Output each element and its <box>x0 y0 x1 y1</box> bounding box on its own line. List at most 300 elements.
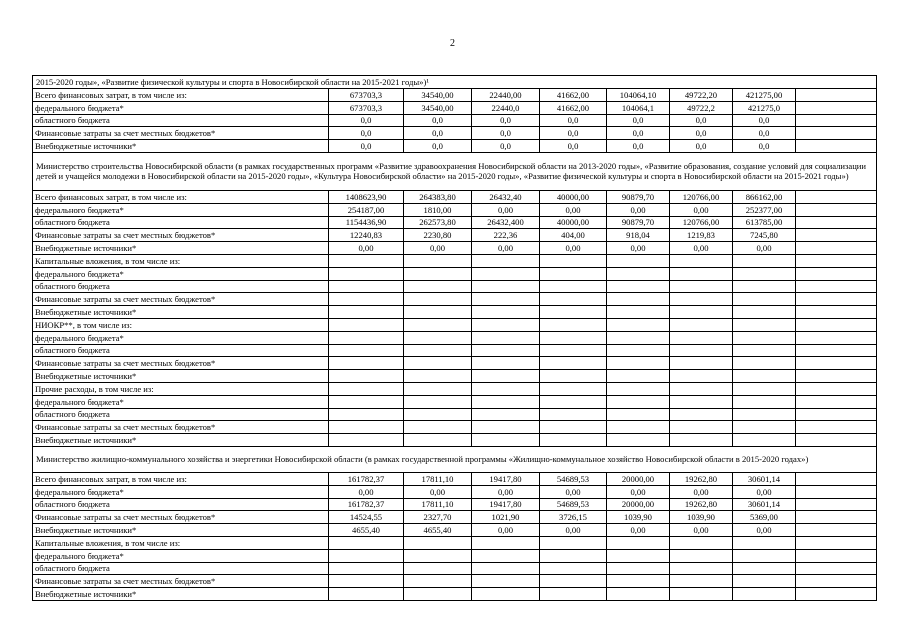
value-cell: 90879,70 <box>607 216 670 229</box>
value-cell <box>404 395 472 408</box>
value-cell: 0,0 <box>607 127 670 140</box>
value-cell: 0,00 <box>733 242 796 255</box>
value-cell <box>670 306 733 319</box>
section-header-row <box>33 76 877 89</box>
value-cell: 0,0 <box>329 127 404 140</box>
value-cell <box>404 293 472 306</box>
value-cell <box>540 267 607 280</box>
value-cell <box>540 408 607 421</box>
value-cell: 49722,2 <box>670 101 733 114</box>
table-row <box>33 498 877 511</box>
table-row <box>33 536 877 549</box>
row-label: областного бюджета <box>33 344 329 357</box>
table-row <box>33 190 877 203</box>
row-label: областного бюджета <box>33 280 329 293</box>
value-cell <box>540 588 607 601</box>
empty-cell <box>796 536 877 549</box>
row-label: областного бюджета <box>33 408 329 421</box>
value-cell <box>472 280 540 293</box>
value-cell: 54689,53 <box>540 498 607 511</box>
value-cell <box>329 434 404 447</box>
value-cell <box>607 588 670 601</box>
value-cell <box>670 382 733 395</box>
table-row <box>33 395 877 408</box>
value-cell <box>404 434 472 447</box>
value-cell <box>607 434 670 447</box>
value-cell <box>733 421 796 434</box>
value-cell: 17811,10 <box>404 498 472 511</box>
row-label: Внебюджетные источники* <box>33 524 329 537</box>
row-label: Финансовые затраты за счет местных бюджетов* <box>33 421 329 434</box>
value-cell: 613785,00 <box>733 216 796 229</box>
value-cell: 34540,00 <box>404 89 472 102</box>
value-cell: 0,00 <box>540 485 607 498</box>
value-cell: 421275,0 <box>733 101 796 114</box>
table-row <box>33 140 877 153</box>
table-row <box>33 472 877 485</box>
row-label: Внебюджетные источники* <box>33 306 329 319</box>
value-cell <box>404 267 472 280</box>
row-label: федерального бюджета* <box>33 485 329 498</box>
row-label: Внебюджетные источники* <box>33 588 329 601</box>
table-row <box>33 331 877 344</box>
value-cell <box>607 357 670 370</box>
empty-cell <box>796 498 877 511</box>
value-cell: 0,00 <box>472 242 540 255</box>
value-cell <box>670 280 733 293</box>
row-label: федерального бюджета* <box>33 395 329 408</box>
value-cell <box>733 306 796 319</box>
table-row <box>33 229 877 242</box>
row-label: федерального бюджета* <box>33 267 329 280</box>
value-cell <box>607 421 670 434</box>
value-cell <box>733 267 796 280</box>
value-cell <box>670 370 733 383</box>
value-cell <box>733 395 796 408</box>
value-cell <box>540 575 607 588</box>
value-cell <box>733 536 796 549</box>
value-cell <box>670 434 733 447</box>
value-cell: 1039,90 <box>670 511 733 524</box>
value-cell: 40000,00 <box>540 190 607 203</box>
empty-cell <box>796 575 877 588</box>
value-cell: 673703,3 <box>329 101 404 114</box>
value-cell <box>540 370 607 383</box>
value-cell <box>670 318 733 331</box>
value-cell <box>472 306 540 319</box>
value-cell: 49722,20 <box>670 89 733 102</box>
value-cell <box>329 575 404 588</box>
value-cell: 0,00 <box>540 242 607 255</box>
value-cell: 41662,00 <box>540 89 607 102</box>
table-row <box>33 408 877 421</box>
empty-cell <box>796 421 877 434</box>
value-cell <box>733 344 796 357</box>
value-cell: 0,0 <box>733 114 796 127</box>
value-cell: 673703,3 <box>329 89 404 102</box>
value-cell <box>472 562 540 575</box>
value-cell <box>670 549 733 562</box>
table-row <box>33 575 877 588</box>
value-cell: 19262,80 <box>670 472 733 485</box>
value-cell: 0,0 <box>540 140 607 153</box>
value-cell <box>404 408 472 421</box>
table-row <box>33 127 877 140</box>
value-cell <box>540 293 607 306</box>
value-cell <box>733 382 796 395</box>
row-label: Внебюджетные источники* <box>33 434 329 447</box>
table-row <box>33 511 877 524</box>
row-label: федерального бюджета* <box>33 549 329 562</box>
value-cell: 0,0 <box>670 114 733 127</box>
row-label: Всего финансовых затрат, в том числе из: <box>33 89 329 102</box>
value-cell <box>607 293 670 306</box>
value-cell <box>472 588 540 601</box>
value-cell <box>670 293 733 306</box>
value-cell <box>540 549 607 562</box>
value-cell <box>607 408 670 421</box>
table-row <box>33 254 877 267</box>
row-label: Внебюджетные источники* <box>33 140 329 153</box>
value-cell: 161782,37 <box>329 472 404 485</box>
table-row <box>33 114 877 127</box>
table-row <box>33 549 877 562</box>
empty-cell <box>796 89 877 102</box>
value-cell <box>472 408 540 421</box>
value-cell <box>540 395 607 408</box>
value-cell <box>670 267 733 280</box>
value-cell <box>540 536 607 549</box>
value-cell: 0,00 <box>733 524 796 537</box>
value-cell <box>472 536 540 549</box>
value-cell: 1408623,90 <box>329 190 404 203</box>
value-cell <box>607 549 670 562</box>
value-cell: 0,00 <box>472 203 540 216</box>
value-cell <box>329 344 404 357</box>
value-cell <box>607 562 670 575</box>
value-cell <box>472 254 540 267</box>
value-cell <box>329 293 404 306</box>
value-cell <box>733 254 796 267</box>
value-cell <box>404 357 472 370</box>
value-cell <box>670 254 733 267</box>
row-label: федерального бюджета* <box>33 331 329 344</box>
empty-cell <box>796 203 877 216</box>
row-label: Финансовые затраты за счет местных бюджетов* <box>33 229 329 242</box>
value-cell: 0,00 <box>540 524 607 537</box>
table-row <box>33 101 877 114</box>
row-label: Внебюджетные источники* <box>33 242 329 255</box>
empty-cell <box>796 318 877 331</box>
value-cell: 40000,00 <box>540 216 607 229</box>
value-cell: 30601,14 <box>733 498 796 511</box>
value-cell <box>607 306 670 319</box>
value-cell <box>670 357 733 370</box>
value-cell <box>329 331 404 344</box>
value-cell: 17811,10 <box>404 472 472 485</box>
value-cell <box>670 562 733 575</box>
value-cell <box>733 434 796 447</box>
value-cell <box>329 536 404 549</box>
value-cell <box>404 382 472 395</box>
table-row <box>33 588 877 601</box>
empty-cell <box>796 140 877 153</box>
value-cell: 5369,00 <box>733 511 796 524</box>
empty-cell <box>796 434 877 447</box>
value-cell <box>329 357 404 370</box>
value-cell <box>540 318 607 331</box>
value-cell <box>329 318 404 331</box>
value-cell <box>472 549 540 562</box>
empty-cell <box>796 382 877 395</box>
empty-cell <box>796 306 877 319</box>
value-cell <box>607 344 670 357</box>
value-cell: 26432,400 <box>472 216 540 229</box>
value-cell: 7245,80 <box>733 229 796 242</box>
value-cell <box>404 588 472 601</box>
row-label: Капитальные вложения, в том числе из: <box>33 536 329 549</box>
row-label: Внебюджетные источники* <box>33 370 329 383</box>
value-cell <box>472 575 540 588</box>
value-cell <box>607 318 670 331</box>
value-cell: 0,0 <box>670 127 733 140</box>
empty-cell <box>796 254 877 267</box>
section-header: Министерство строительства Новосибирской области (в рамках государственных программ «Развитие здравоохранения Новосибирской области на 2013-2020 годы», «Развитие образования, создание условий для социализации детей и учащейся молодежи в Новосибирской области на 2015-2020 годы», «Культура Новосибирской области» на 2015-2020 годы», «Развитие физической культуры и спорта в Новосибирской области на 2015-2021 годы») <box>33 152 877 190</box>
row-label: областного бюджета <box>33 498 329 511</box>
value-cell <box>329 421 404 434</box>
value-cell <box>404 306 472 319</box>
value-cell <box>472 318 540 331</box>
empty-cell <box>796 127 877 140</box>
row-label: Финансовые затраты за счет местных бюджетов* <box>33 127 329 140</box>
value-cell <box>607 331 670 344</box>
value-cell: 4655,40 <box>404 524 472 537</box>
row-label: областного бюджета <box>33 114 329 127</box>
value-cell: 0,00 <box>540 203 607 216</box>
empty-cell <box>796 101 877 114</box>
value-cell: 4655,40 <box>329 524 404 537</box>
table-row <box>33 421 877 434</box>
value-cell: 222,36 <box>472 229 540 242</box>
value-cell: 0,00 <box>329 242 404 255</box>
value-cell: 12240,83 <box>329 229 404 242</box>
value-cell: 0,0 <box>472 114 540 127</box>
empty-cell <box>796 216 877 229</box>
table-row <box>33 242 877 255</box>
value-cell <box>607 254 670 267</box>
value-cell: 14524,55 <box>329 511 404 524</box>
value-cell: 26432,40 <box>472 190 540 203</box>
value-cell <box>329 254 404 267</box>
value-cell: 0,0 <box>472 127 540 140</box>
empty-cell <box>796 344 877 357</box>
empty-cell <box>796 280 877 293</box>
value-cell <box>670 575 733 588</box>
value-cell <box>404 549 472 562</box>
value-cell: 90879,70 <box>607 190 670 203</box>
table-row <box>33 203 877 216</box>
empty-cell <box>796 562 877 575</box>
value-cell: 0,0 <box>540 114 607 127</box>
value-cell <box>607 536 670 549</box>
empty-cell <box>796 370 877 383</box>
empty-cell <box>796 588 877 601</box>
value-cell <box>540 280 607 293</box>
value-cell <box>733 408 796 421</box>
section-header-row <box>33 152 877 190</box>
value-cell <box>404 370 472 383</box>
value-cell <box>329 267 404 280</box>
empty-cell <box>796 524 877 537</box>
value-cell: 0,00 <box>472 524 540 537</box>
value-cell: 34540,00 <box>404 101 472 114</box>
value-cell <box>329 562 404 575</box>
value-cell: 161782,37 <box>329 498 404 511</box>
value-cell <box>607 280 670 293</box>
value-cell <box>540 306 607 319</box>
value-cell <box>540 434 607 447</box>
value-cell <box>472 357 540 370</box>
value-cell <box>607 395 670 408</box>
value-cell: 3726,15 <box>540 511 607 524</box>
value-cell: 0,0 <box>329 114 404 127</box>
value-cell <box>733 357 796 370</box>
row-label: Финансовые затраты за счет местных бюджетов* <box>33 293 329 306</box>
value-cell <box>670 588 733 601</box>
section-header: 2015-2020 годы», «Развитие физической культуры и спорта в Новосибирской области на 2015-2021 годы»)¹ <box>33 76 877 89</box>
value-cell: 2230,80 <box>404 229 472 242</box>
value-cell <box>733 370 796 383</box>
row-label: федерального бюджета* <box>33 203 329 216</box>
value-cell <box>329 280 404 293</box>
value-cell: 1039,90 <box>607 511 670 524</box>
table-row <box>33 344 877 357</box>
value-cell <box>670 395 733 408</box>
value-cell <box>733 293 796 306</box>
value-cell <box>733 331 796 344</box>
value-cell: 1219,83 <box>670 229 733 242</box>
value-cell: 0,0 <box>472 140 540 153</box>
value-cell: 0,0 <box>607 114 670 127</box>
value-cell: 0,00 <box>670 524 733 537</box>
value-cell: 0,00 <box>670 203 733 216</box>
row-label: областного бюджета <box>33 216 329 229</box>
value-cell <box>329 306 404 319</box>
value-cell: 54689,53 <box>540 472 607 485</box>
value-cell <box>540 421 607 434</box>
empty-cell <box>796 331 877 344</box>
value-cell <box>607 575 670 588</box>
value-cell <box>733 562 796 575</box>
empty-cell <box>796 511 877 524</box>
table-row <box>33 280 877 293</box>
value-cell: 0,00 <box>607 242 670 255</box>
table-row <box>33 89 877 102</box>
value-cell <box>733 575 796 588</box>
value-cell: 918,04 <box>607 229 670 242</box>
value-cell: 1154436,90 <box>329 216 404 229</box>
empty-cell <box>796 472 877 485</box>
value-cell: 19417,80 <box>472 498 540 511</box>
value-cell: 0,0 <box>607 140 670 153</box>
value-cell: 0,00 <box>607 524 670 537</box>
value-cell: 1810,00 <box>404 203 472 216</box>
value-cell: 104064,1 <box>607 101 670 114</box>
value-cell: 19262,80 <box>670 498 733 511</box>
value-cell <box>404 280 472 293</box>
value-cell: 20000,00 <box>607 472 670 485</box>
value-cell: 252377,00 <box>733 203 796 216</box>
value-cell <box>404 575 472 588</box>
value-cell <box>329 370 404 383</box>
value-cell <box>607 370 670 383</box>
value-cell: 0,0 <box>540 127 607 140</box>
value-cell: 0,0 <box>404 140 472 153</box>
table-row <box>33 267 877 280</box>
value-cell <box>607 382 670 395</box>
empty-cell <box>796 395 877 408</box>
value-cell <box>540 562 607 575</box>
value-cell <box>472 331 540 344</box>
value-cell: 404,00 <box>540 229 607 242</box>
value-cell: 0,0 <box>733 140 796 153</box>
value-cell <box>329 588 404 601</box>
value-cell <box>540 382 607 395</box>
value-cell <box>670 331 733 344</box>
value-cell: 41662,00 <box>540 101 607 114</box>
empty-cell <box>796 549 877 562</box>
value-cell <box>404 318 472 331</box>
value-cell <box>404 562 472 575</box>
value-cell: 1021,90 <box>472 511 540 524</box>
empty-cell <box>796 242 877 255</box>
value-cell: 22440,0 <box>472 101 540 114</box>
budget-table <box>32 75 877 601</box>
value-cell: 262573,80 <box>404 216 472 229</box>
value-cell <box>540 357 607 370</box>
empty-cell <box>796 114 877 127</box>
row-label: Финансовые затраты за счет местных бюджетов* <box>33 575 329 588</box>
value-cell <box>404 344 472 357</box>
section-header-row <box>33 446 877 472</box>
table-row <box>33 216 877 229</box>
value-cell <box>472 421 540 434</box>
value-cell <box>540 331 607 344</box>
value-cell <box>540 344 607 357</box>
value-cell: 0,00 <box>329 485 404 498</box>
value-cell <box>670 421 733 434</box>
value-cell: 264383,80 <box>404 190 472 203</box>
value-cell: 866162,00 <box>733 190 796 203</box>
value-cell <box>670 536 733 549</box>
value-cell: 0,00 <box>404 485 472 498</box>
row-label: НИОКР**, в том числе из: <box>33 318 329 331</box>
row-label: Финансовые затраты за счет местных бюджетов* <box>33 511 329 524</box>
value-cell: 2327,70 <box>404 511 472 524</box>
table-row <box>33 382 877 395</box>
page-number: 2 <box>450 38 455 49</box>
row-label: областного бюджета <box>33 562 329 575</box>
value-cell: 0,0 <box>733 127 796 140</box>
section-header: Министерство жилищно-коммунального хозяйства и энергетики Новосибирской области (в рамках государственной программы «Жилищно-коммунальное хозяйство Новосибирской области в 2015-2020 годах») <box>33 446 877 472</box>
value-cell <box>607 267 670 280</box>
row-label: Капитальные вложения, в том числе из: <box>33 254 329 267</box>
value-cell <box>472 293 540 306</box>
value-cell <box>472 434 540 447</box>
row-label: федерального бюджета* <box>33 101 329 114</box>
value-cell <box>670 344 733 357</box>
value-cell: 19417,80 <box>472 472 540 485</box>
